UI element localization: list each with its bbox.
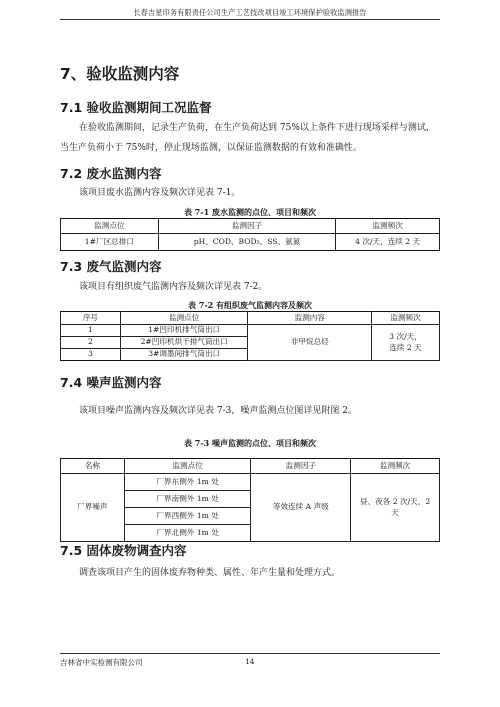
table-7-3-frequency-line-2: 天 <box>391 507 399 517</box>
table-7-2-header-frequency: 监测频次 <box>372 312 440 325</box>
table-7-2-caption: 表 7-2 有组织废气监测内容及频次 <box>187 300 313 310</box>
section-7-4-title: 7.4 噪声监测内容 <box>60 375 162 390</box>
table-7-1-cell-factor: pH、COD、BOD₅、SS、氨氮 <box>158 234 336 251</box>
running-header: 长春吉星印务有限责任公司生产工艺技改项目竣工环境保护验收监测报告 <box>133 8 367 17</box>
table-7-3-header-name: 名称 <box>61 459 125 474</box>
table-7-3-point-east: 厂界东侧外 1m 处 <box>124 474 251 491</box>
section-7-1-title: 7.1 验收监测期间工况监督 <box>60 100 212 115</box>
table-7-3-name: 厂界噪声 <box>61 474 125 542</box>
table-7-3-header-point: 监测点位 <box>124 459 251 474</box>
table-7-1-header-factor: 监测因子 <box>158 219 336 234</box>
table-7-2-header-no: 序号 <box>61 312 121 325</box>
section-7-3-title: 7.3 废气监测内容 <box>60 259 162 274</box>
table-7-3-header-frequency: 监测频次 <box>351 459 440 474</box>
table-7-3-point-north: 厂界北侧外 1m 处 <box>124 525 251 542</box>
section-7-2-text: 该项目废水监测内容及频次详见表 7-1。 <box>79 188 241 198</box>
table-7-3-frequency <box>351 474 440 542</box>
table-7-3-caption: 表 7-3 噪声监测的点位、项目和频次 <box>183 438 317 448</box>
table-7-3-factor: 等效连续 A 声级 <box>251 474 351 542</box>
table-7-3-header-factor: 监测因子 <box>251 459 351 474</box>
footer-company: 吉林省中实检测有限公司 <box>60 658 143 667</box>
section-7-2-title: 7.2 废水监测内容 <box>60 166 162 181</box>
table-7-2-content: 非甲烷总烃 <box>248 325 372 361</box>
footer-rule <box>60 653 440 654</box>
table-7-3-frequency-line-1: 昼、夜各 2 次/天，2 <box>359 497 431 506</box>
table-7-1-cell-point: 1#厂区总排口 <box>61 234 159 251</box>
table-7-2-row-3-point: 3#调墨间排气筒出口 <box>120 349 248 361</box>
table-7-1-cell-frequency: 4 次/天，连续 2 天 <box>336 234 440 251</box>
table-7-3 <box>60 458 440 542</box>
table-7-1-caption: 表 7-1 废水监测的点位、项目和频次 <box>183 207 317 217</box>
table-7-2-frequency <box>372 325 440 361</box>
table-7-3-point-south: 厂界南侧外 1m 处 <box>124 491 251 508</box>
section-7-1-text: 在验收监测期间，记录生产负荷，在生产负荷达到 75%以上条件下进行现场采样与测试，当生产负荷小于 75%时，停止现场监测，以保证监测数据的有效和准确性。 <box>60 123 435 153</box>
table-7-2-row-1-no: 1 <box>61 325 121 337</box>
table-7-2-row-2-no: 2 <box>61 337 121 349</box>
section-7-3-text: 该项目有组织废气监测内容及频次详见表 7-2。 <box>79 282 268 292</box>
table-7-2 <box>60 311 440 361</box>
table-7-2-row-3-no: 3 <box>61 349 121 361</box>
table-7-3-point-west: 厂界西侧外 1m 处 <box>124 508 251 525</box>
header-rule <box>60 19 440 20</box>
table-7-2-row-2-point: 2#凹印机烘干排气筒出口 <box>120 337 248 349</box>
table-7-2-header-content: 监测内容 <box>248 312 372 325</box>
table-7-2-frequency-line-2: 连续 2 天 <box>389 342 422 352</box>
page-number: 14 <box>245 657 255 666</box>
table-7-1-header-frequency: 监测频次 <box>336 219 440 234</box>
section-7-4-text: 该项目噪声监测内容及频次详见表 7-3，噪声监测点位图详见附图 2。 <box>79 406 357 416</box>
chapter-title: 7、验收监测内容 <box>60 65 180 83</box>
table-7-2-frequency-line-1: 3 次/天， <box>389 332 422 341</box>
section-7-5-title: 7.5 固体废物调查内容 <box>60 543 187 558</box>
table-7-1-header-point: 监测点位 <box>61 219 159 234</box>
section-7-5-text: 调查该项目产生的固体废弃物种类、属性、年产生量和处理方式。 <box>79 568 341 578</box>
table-7-2-row-1-point: 1#凹印机排气筒出口 <box>120 325 248 337</box>
table-7-2-header-point: 监测点位 <box>120 312 248 325</box>
table-7-1 <box>60 218 440 251</box>
